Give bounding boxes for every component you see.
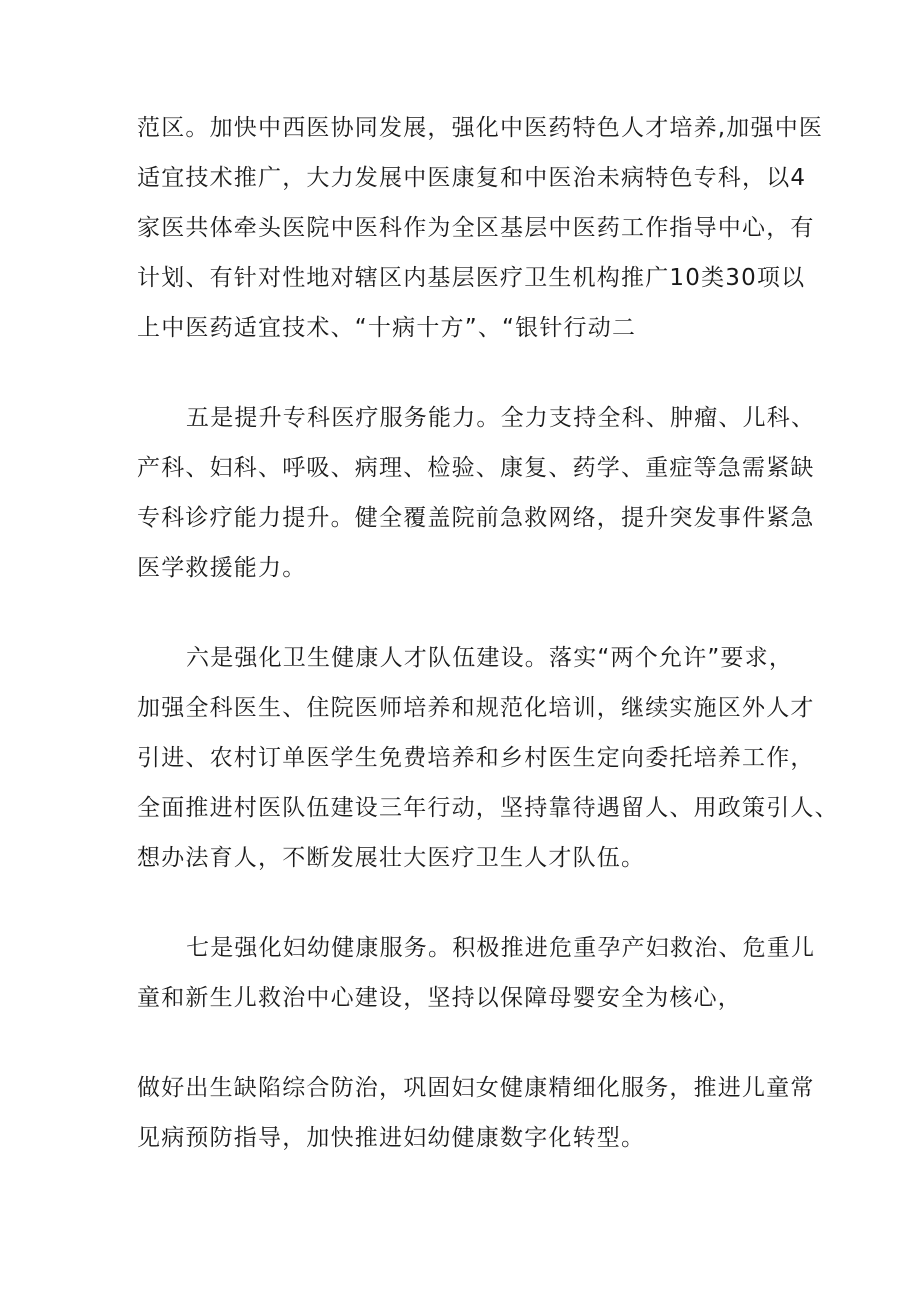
text-line: 五是提升专科医疗服务能力。全力支持全科、肿瘤、儿科、: [186, 405, 816, 431]
text-line: 计划、有针对性地对辖区内基层医疗卫生机构推广10类30项以: [137, 265, 806, 291]
text-line: 家医共体牵头医院中医科作为全区基层中医药工作指导中心，有: [137, 215, 815, 241]
text-line: 童和新生儿救治中心建设，坚持以保障母婴安全为核心，: [137, 985, 742, 1011]
text-line: 范区。加快中西医协同发展，强化中医药特色人才培养,加强中医: [137, 115, 824, 141]
text-line: 上中医药适宜技术、“十病十方”、“银针行动二: [137, 315, 637, 341]
text-line: 见病预防指导，加快推进妇幼健康数字化转型。: [137, 1125, 646, 1151]
text-line: 全面推进村医队伍建设三年行动，坚持靠待遇留人、用政策引人、: [137, 795, 839, 821]
text-line: 专科诊疗能力提升。健全覆盖院前急救网络，提升突发事件紧急: [137, 505, 815, 531]
text-line: 做好出生缺陷综合防治，巩固妇女健康精细化服务，推进儿童常: [137, 1075, 815, 1101]
text-line: 适宜技术推广，大力发展中医康复和中医治未病特色专科，以4: [137, 165, 807, 191]
text-line: 七是强化妇幼健康服务。积极推进危重孕产妇救治、危重儿: [186, 935, 816, 961]
text-line: 引进、农村订单医学生免费培养和乡村医生定向委托培养工作，: [137, 745, 815, 771]
text-line: 想办法育人，不断发展壮大医疗卫生人才队伍。: [137, 845, 646, 871]
text-line: 产科、妇科、呼吸、病理、检验、康复、药学、重症等急需紧缺: [137, 455, 815, 481]
text-line: 六是强化卫生健康人才队伍建设。落实“两个允许”要求，: [186, 645, 794, 671]
text-line: 医学救援能力。: [137, 555, 307, 581]
text-line: 加强全科医生、住院医师培养和规范化培训，继续实施区外人才: [137, 695, 815, 721]
